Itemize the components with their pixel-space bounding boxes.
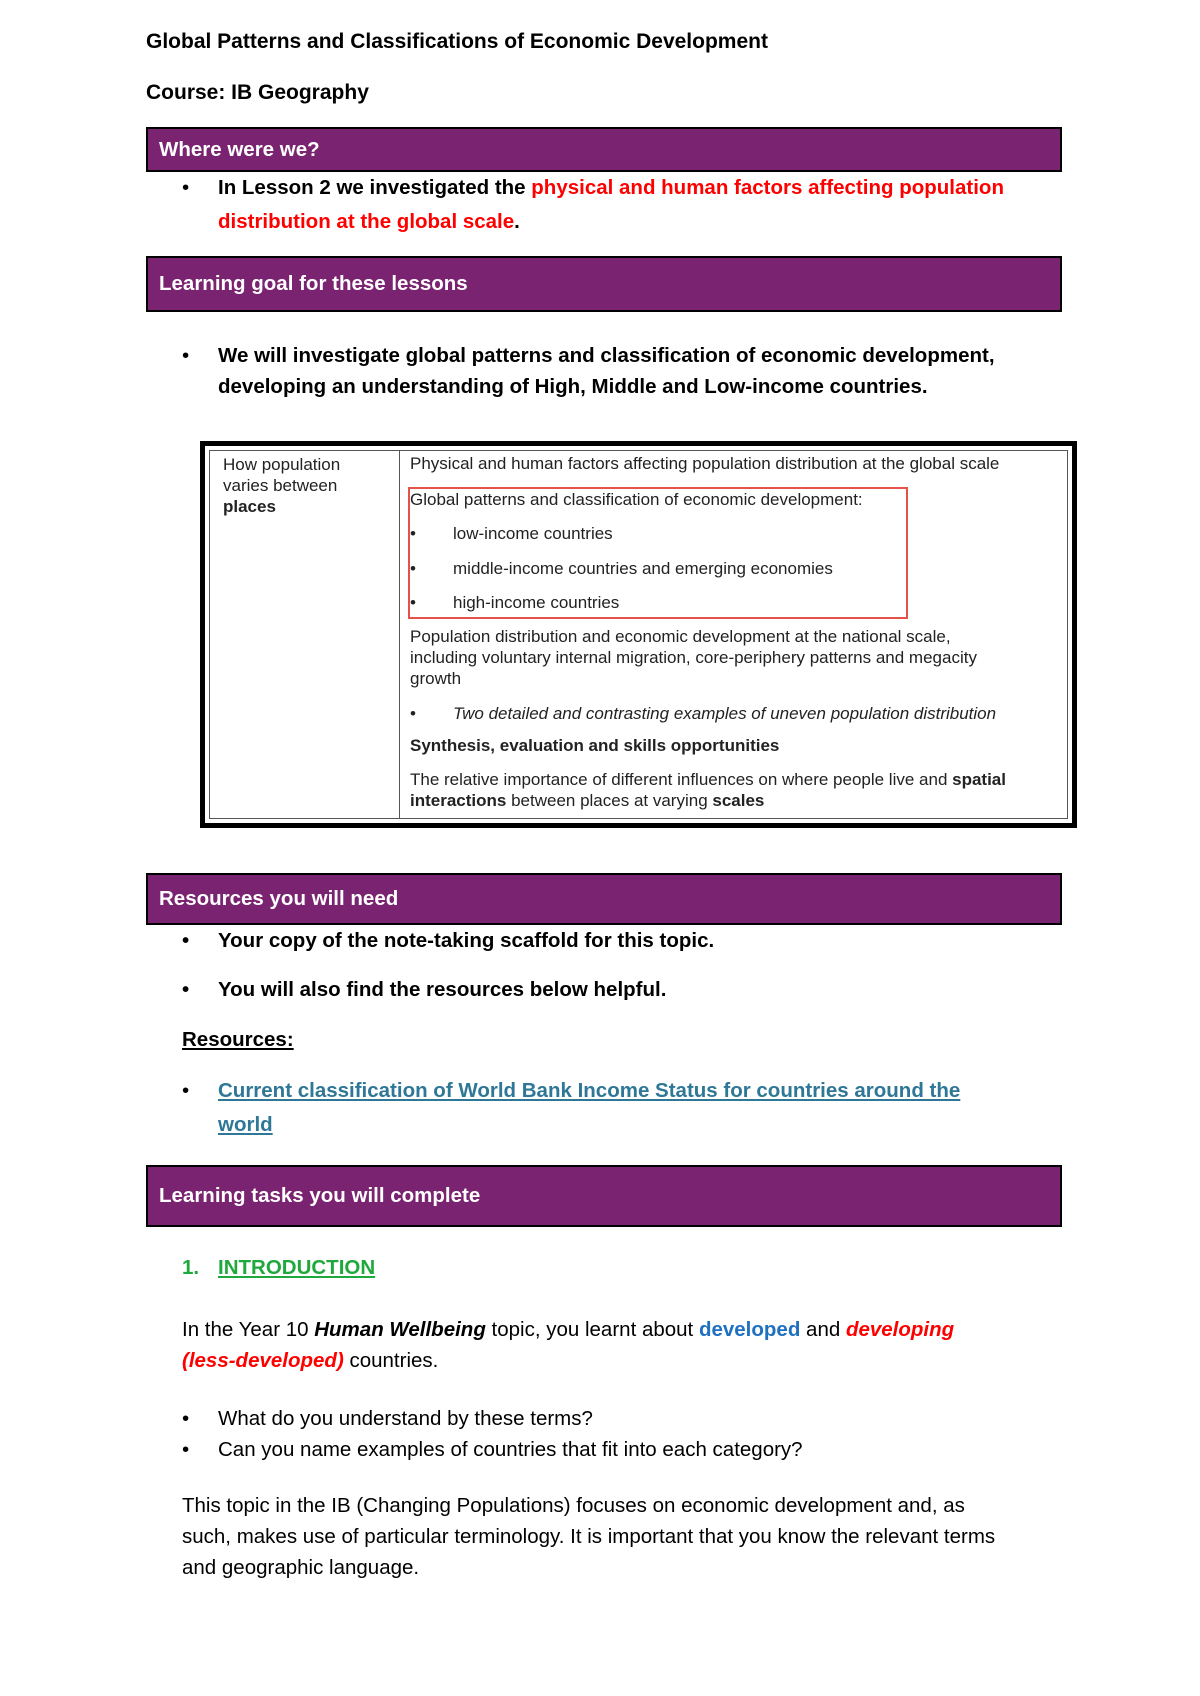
syllabus-row-1: Physical and human factors affecting population distribution at the global scale (410, 454, 1000, 473)
bullet-icon: • (182, 1438, 190, 1461)
section-header-tasks (146, 1165, 1062, 1227)
p2-line-1: This topic in the IB (Changing Populations) focuses on economic development and, as (182, 1494, 965, 1517)
left-cell-line-3: places (223, 497, 276, 516)
bullet-icon: • (182, 344, 190, 367)
resource-bullet-1: Your copy of the note-taking scaffold for this topic. (218, 929, 715, 952)
section-header-resources-label: Resources you will need (159, 887, 399, 910)
intro-paragraph-1 (182, 1314, 1062, 1376)
numbered-item-introduction (182, 1251, 1062, 1285)
syllabus-row-5: Synthesis, evaluation and skills opportunities (410, 736, 780, 755)
section-header-goal-label: Learning goal for these lessons (159, 272, 468, 295)
number-label: 1. (182, 1256, 200, 1279)
bullet-icon: • (182, 1079, 190, 1102)
goal-bullet-line-1: We will investigate global patterns and classification of economic development, (218, 344, 995, 367)
row-3-line-3: growth (410, 669, 462, 688)
world-bank-link[interactable] (218, 1079, 960, 1136)
highlight-item-low: low-income countries (453, 524, 613, 543)
row-6-text-e: scales (712, 791, 765, 810)
goal-bullet-text (218, 340, 1062, 402)
left-cell-line-2: varies between (223, 476, 338, 495)
row-6-text-d: between places at varying (506, 791, 713, 810)
highlight-item-middle: middle-income countries and emerging economies (453, 559, 833, 578)
highlight-item-high: high-income countries (453, 593, 620, 612)
row-6-text-a: The relative importance of different influences on where people live and (410, 770, 953, 789)
document-title: Global Patterns and Classifications of Economic Development (146, 30, 768, 53)
where-bullet-highlight-2: distribution at the global scale (218, 210, 515, 233)
syllabus-table (209, 450, 1068, 819)
where-bullet-prefix: In Lesson 2 we investigated the (218, 176, 532, 199)
section-header-where (146, 127, 1062, 172)
bullet-icon: • (182, 978, 190, 1001)
syllabus-table-image (200, 441, 1077, 828)
bullet-icon: • (182, 1407, 190, 1430)
section-header-where-label: Where were we? (159, 137, 320, 161)
course-label: Course: IB Geography (146, 81, 369, 104)
row-6-text-c: interactions (410, 791, 507, 810)
p1-developed: developed (698, 1318, 801, 1341)
world-bank-link-line-1[interactable]: Current classification of World Bank Income Status for countries around the (218, 1079, 961, 1102)
section-header-resources (146, 873, 1062, 925)
p1-text-e: and (800, 1318, 846, 1341)
syllabus-row-3 (410, 626, 977, 689)
table-column-divider (399, 451, 400, 818)
section-header-goal (146, 256, 1062, 312)
bullet-icon: • (410, 559, 416, 578)
list-item-resource-link (182, 1074, 1062, 1144)
list-item-question-2 (182, 1434, 1062, 1465)
goal-bullet-line-2: developing an understanding of High, Middle and Low-income countries. (218, 375, 928, 398)
where-bullet-text (218, 171, 1062, 239)
p1-developing: developing (845, 1318, 955, 1341)
introduction-heading: INTRODUCTION (218, 1256, 376, 1279)
p2-line-2: such, makes use of particular terminology. It is important that you know the relevant terms (182, 1525, 996, 1548)
list-item-resource-1 (182, 924, 1062, 958)
world-bank-link-line-2[interactable]: world (218, 1113, 273, 1136)
bullet-icon: • (182, 176, 190, 199)
bullet-icon: • (410, 704, 416, 723)
p1-text-h: countries. (343, 1349, 439, 1372)
question-1: What do you understand by these terms? (218, 1407, 593, 1430)
bullet-icon: • (410, 524, 416, 543)
p1-text-a: In the Year 10 (182, 1318, 315, 1341)
table-left-cell (223, 454, 393, 517)
intro-paragraph-2 (182, 1490, 1062, 1583)
where-bullet-highlight-1: physical and human factors affecting population (531, 176, 1004, 199)
list-item-question-1 (182, 1403, 1062, 1434)
p1-text-c: topic, you learnt about (485, 1318, 699, 1341)
resources-label-row (182, 1023, 1062, 1057)
highlight-title: Global patterns and classification of economic development: (410, 490, 863, 509)
left-cell-line-1: How population (223, 455, 341, 474)
syllabus-row-4: Two detailed and contrasting examples of uneven population distribution (453, 704, 997, 723)
row-3-line-2: including voluntary internal migration, core-periphery patterns and megacity (410, 648, 977, 667)
list-item-resource-2 (182, 973, 1062, 1007)
resources-label: Resources: (182, 1028, 294, 1051)
row-6-text-b: spatial (952, 770, 1006, 789)
bullet-icon: • (410, 593, 416, 612)
where-bullet-suffix: . (514, 210, 520, 233)
bullet-icon: • (182, 929, 190, 952)
resource-bullet-2: You will also find the resources below helpful. (218, 978, 667, 1001)
section-header-tasks-label: Learning tasks you will complete (159, 1184, 481, 1207)
p1-less-developed: (less-developed) (182, 1349, 344, 1372)
syllabus-row-6 (410, 769, 1050, 811)
question-2: Can you name examples of countries that fit into each category? (218, 1438, 803, 1461)
list-item-where (182, 171, 1062, 241)
p2-line-3: and geographic language. (182, 1556, 420, 1579)
list-item-goal (182, 340, 1062, 406)
p1-text-b: Human Wellbeing (314, 1318, 486, 1341)
world-bank-link-wrap (218, 1074, 1062, 1142)
row-3-line-1: Population distribution and economic development at the national scale, (410, 627, 951, 646)
